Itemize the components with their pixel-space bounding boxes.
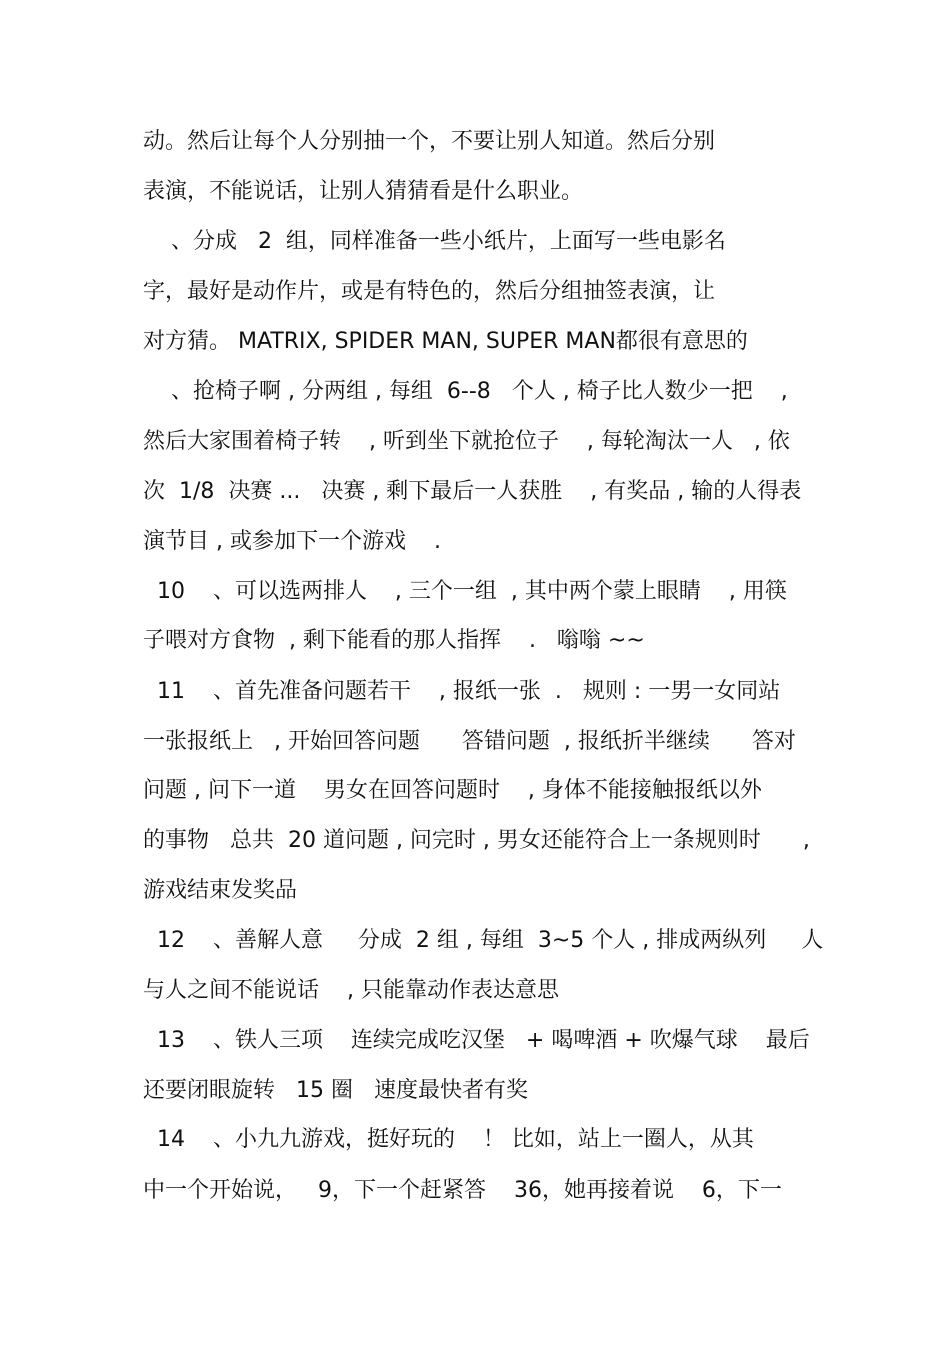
text-line: 一张报纸上 , 开始回答问题 答错问题 , 报纸折半继续 答对: [143, 729, 796, 754]
text-line: 对方猜。 MATRIX, SPIDER MAN, SUPER MAN都很有意思的: [143, 329, 748, 354]
text-line: 、分成 2 组，同样准备一些小纸片，上面写一些电影名: [143, 229, 726, 254]
text-line: 中一个开始说， 9，下一个赶紧答 36，她再接着说 6，下一: [143, 1178, 782, 1203]
text-line: 子喂对方食物 , 剩下能看的那人指挥 . 嗡嗡 ~~: [143, 628, 645, 653]
text-line: 字，最好是动作片，或是有特色的，然后分组抽签表演，让: [143, 279, 716, 304]
text-line: 与人之间不能说话 , 只能靠动作表达意思: [143, 978, 559, 1003]
text-line: 次 1/8 决赛 ... 决赛 , 剩下最后一人获胜 , 有奖品 , 输的人得表: [143, 479, 802, 504]
text-line: 11 、首先准备问题若干 , 报纸一张 . 规则 : 一男一女同站: [143, 679, 781, 704]
text-line: 表演，不能说话，让别人猜猜看是什么职业。: [143, 179, 584, 204]
text-line: 演节目 , 或参加下一个游戏 .: [143, 529, 441, 554]
text-line: 12 、善解人意 分成 2 组 , 每组 3~5 个人 , 排成两纵列 人: [143, 928, 824, 953]
text-line: 游戏结束发奖品: [143, 878, 298, 903]
text-line: 的事物 总共 20 道问题 , 问完时 , 男女还能符合上一条规则时 ,: [143, 828, 810, 853]
text-line: 13 、铁人三项 连续完成吃汉堡 + 喝啤酒 + 吹爆气球 最后: [143, 1028, 810, 1053]
text-line: 10 、可以选两排人 , 三个一组 , 其中两个蒙上眼睛 , 用筷: [143, 579, 787, 604]
text-line: 、抢椅子啊 , 分两组 , 每组 6--8 个人 , 椅子比人数少一把 ,: [143, 379, 788, 404]
text-line: 14 、小九九游戏，挺好玩的 ！ 比如，站上一圈人，从其: [143, 1127, 754, 1152]
text-line: 然后大家围着椅子转 , 听到坐下就抢位子 , 每轮淘汰一人 , 依: [143, 429, 790, 454]
text-line: 问题 , 问下一道 男女在回答问题时 , 身体不能接触报纸以外: [143, 778, 762, 803]
text-line: 还要闭眼旋转 15 圈 速度最快者有奖: [143, 1078, 528, 1103]
text-line: 动。然后让每个人分别抽一个，不要让别人知道。然后分别: [143, 129, 716, 154]
